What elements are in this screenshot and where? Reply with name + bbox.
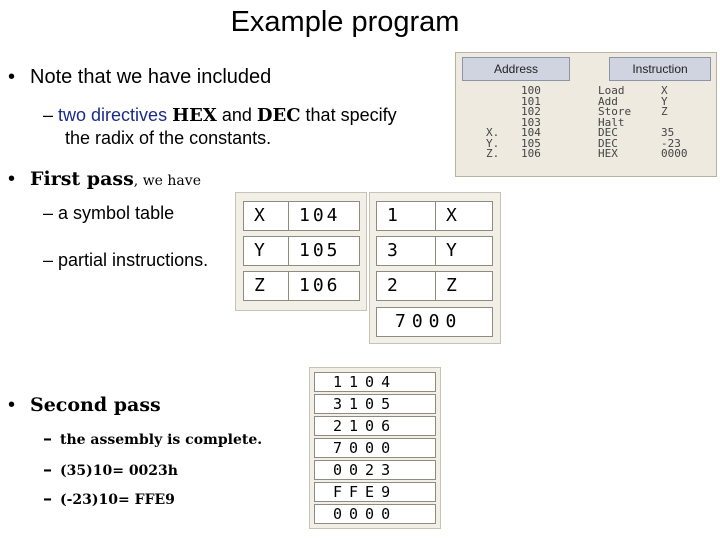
bullet-first-pass bbox=[8, 168, 201, 191]
operand-entry: 0000 bbox=[661, 147, 688, 160]
symbol-cell: X bbox=[243, 201, 289, 231]
machine-code-row: 7000 bbox=[314, 438, 436, 458]
sub-assembly-complete bbox=[43, 428, 262, 449]
operand-entry: Z bbox=[661, 105, 668, 118]
opcode-cell: 1 bbox=[376, 201, 436, 231]
specify-text: that specify bbox=[305, 105, 397, 125]
instruction-header: Instruction bbox=[609, 57, 711, 81]
operand-entry: Y bbox=[661, 94, 668, 108]
dash: – bbox=[43, 488, 52, 509]
opcode-entry: HEX bbox=[598, 147, 618, 160]
label-entry: X. bbox=[486, 126, 500, 139]
opcode-entry: Store bbox=[598, 105, 632, 118]
bullet-dot: • bbox=[8, 394, 16, 416]
first-pass-heading: First pass bbox=[30, 168, 134, 190]
hex-35-text: (35)10= 0023h bbox=[60, 463, 178, 479]
bullet-dot: • bbox=[8, 66, 16, 88]
machine-code-row: FFE9 bbox=[314, 482, 436, 502]
address-cell: 106 bbox=[288, 271, 360, 301]
opcode-entry: DEC bbox=[598, 126, 618, 139]
address-column bbox=[521, 86, 541, 160]
opcode-entry: Add bbox=[598, 94, 618, 108]
machine-code-row: 3105 bbox=[314, 394, 436, 414]
operand-entry: 35 bbox=[661, 126, 675, 139]
address-entry: 102 bbox=[521, 105, 541, 118]
machine-code-table bbox=[309, 367, 441, 529]
operand-cell: X bbox=[435, 201, 493, 231]
operand-cell: Z bbox=[435, 271, 493, 301]
address-entry: 106 bbox=[521, 147, 541, 160]
opcode-entry: DEC bbox=[598, 136, 618, 150]
sub-hex-neg23 bbox=[43, 488, 175, 509]
machine-code-row: 0000 bbox=[314, 504, 436, 524]
halt-cell: 7000 bbox=[376, 307, 493, 337]
operand-entry: -23 bbox=[661, 136, 681, 150]
address-entry: 105 bbox=[521, 136, 541, 150]
opcode-cell: 2 bbox=[376, 271, 436, 301]
and-text: and bbox=[221, 105, 252, 125]
sub-directives bbox=[43, 104, 397, 150]
label-column bbox=[486, 86, 499, 160]
opcode-entry: Load bbox=[598, 84, 625, 97]
address-cell: 104 bbox=[288, 201, 360, 231]
directives-text: two directives bbox=[58, 105, 168, 125]
operand-column bbox=[661, 86, 688, 160]
address-cell: 105 bbox=[288, 236, 360, 266]
dec-keyword: DEC bbox=[256, 105, 301, 126]
radix-text: the radix of the constants. bbox=[65, 128, 272, 148]
address-entry: 103 bbox=[521, 115, 541, 129]
machine-code-row: 0023 bbox=[314, 460, 436, 480]
address-instruction-table bbox=[455, 52, 717, 177]
dash: – bbox=[43, 459, 52, 480]
opcode-cell: 3 bbox=[376, 236, 436, 266]
dash: – bbox=[43, 250, 54, 270]
operand-cell: Y bbox=[435, 236, 493, 266]
we-have-text: , we have bbox=[133, 173, 201, 189]
operand-entry: X bbox=[661, 84, 668, 97]
sub-symbol-table bbox=[43, 203, 174, 224]
address-header: Address bbox=[462, 57, 570, 81]
assembly-complete-text: the assembly is complete. bbox=[60, 432, 263, 448]
hex-neg23-text: (-23)10= FFE9 bbox=[60, 492, 175, 508]
symbol-table-text: a symbol table bbox=[58, 203, 175, 223]
opcode-column bbox=[598, 86, 631, 160]
bullet-second-pass bbox=[8, 394, 161, 417]
dash: – bbox=[43, 203, 54, 223]
second-pass-heading: Second pass bbox=[30, 394, 161, 416]
sub-partial bbox=[43, 250, 208, 271]
bullet-dot: • bbox=[8, 168, 16, 190]
label-entry: Y. bbox=[486, 136, 500, 150]
sub-hex-35 bbox=[43, 459, 178, 480]
partial-instructions-table bbox=[369, 192, 501, 344]
address-entry: 100 bbox=[521, 84, 541, 97]
symbol-cell: Z bbox=[243, 271, 289, 301]
hex-keyword: HEX bbox=[172, 105, 217, 126]
address-entry: 101 bbox=[521, 94, 541, 108]
machine-code-row: 1104 bbox=[314, 372, 436, 392]
bullet-included-text: Note that we have included bbox=[30, 66, 272, 88]
partial-text: partial instructions. bbox=[58, 250, 209, 270]
machine-code-row: 2106 bbox=[314, 416, 436, 436]
symbol-cell: Y bbox=[243, 236, 289, 266]
dash: – bbox=[43, 105, 54, 125]
slide-title: Example program bbox=[230, 6, 460, 38]
symbol-table bbox=[235, 192, 367, 311]
address-entry: 104 bbox=[521, 126, 541, 139]
dash: – bbox=[43, 428, 52, 449]
label-entry: Z. bbox=[486, 147, 500, 160]
bullet-included bbox=[8, 66, 271, 89]
opcode-entry: Halt bbox=[598, 115, 625, 129]
